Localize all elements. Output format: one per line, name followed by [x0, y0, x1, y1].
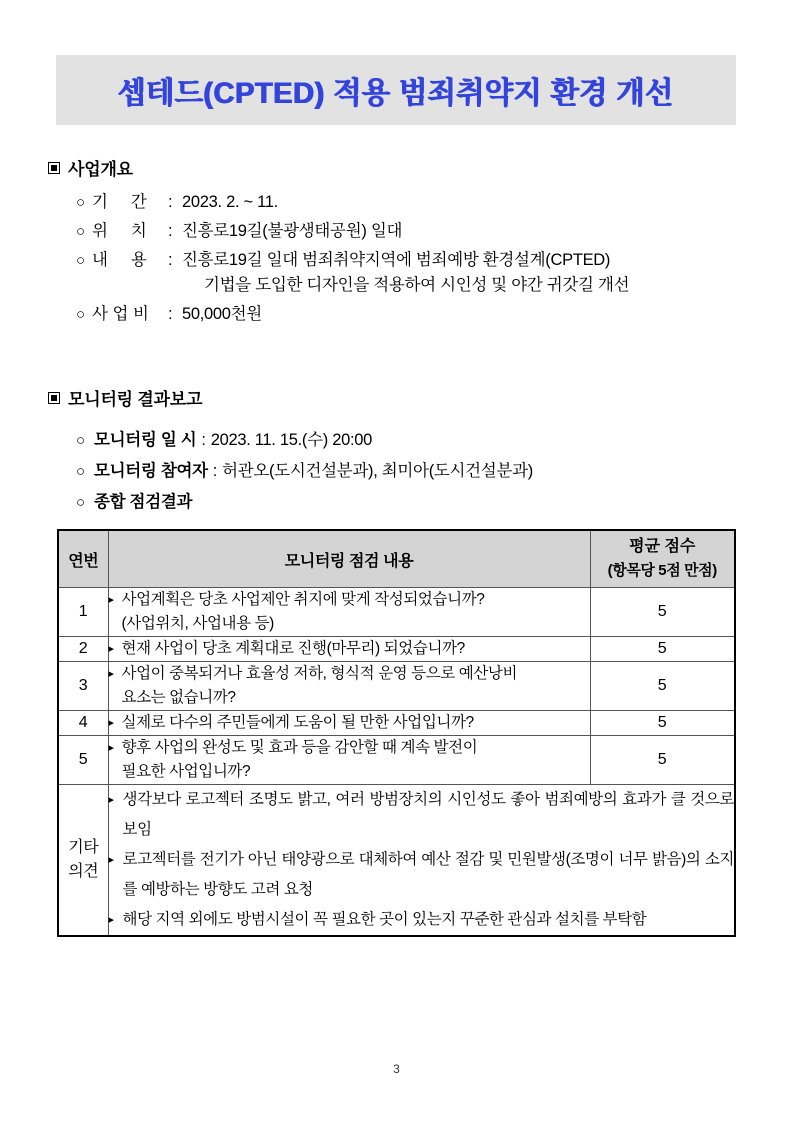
row-content-line1: 사업이 중복되거나 효율성 저하, 형식적 운영 등으로 예산낭비 [121, 665, 518, 682]
monitoring-results-table [57, 529, 736, 937]
overview-value: 2023. 2. ~ 11. [182, 193, 278, 211]
overview-value: 진흥로19길(불광생태공원) 일대 [182, 222, 403, 240]
circle-bullet-icon: ○ [76, 494, 85, 511]
table-header-score [590, 530, 735, 588]
etc-opinions-body [108, 785, 735, 937]
row-content [108, 711, 590, 736]
monitoring-list [76, 425, 736, 518]
row-content-text [122, 736, 590, 784]
row-content [108, 662, 590, 711]
row-number: 5 [58, 736, 108, 785]
row-content [108, 736, 590, 785]
triangle-bullet-icon: ▸ [108, 914, 114, 926]
table-row [58, 711, 735, 736]
row-score: 5 [590, 662, 735, 711]
triangle-bullet-icon: ▸ [108, 794, 114, 806]
table-header-score-line1: 평균 점수 [629, 538, 696, 555]
etc-opinion-text: 해당 지역 외에도 방범시설이 꼭 필요한 곳이 있는지 꾸준한 관심과 설치를 부탁함 [122, 911, 647, 928]
table-row [58, 736, 735, 785]
row-content-text [122, 711, 590, 735]
row-content-line1: 실제로 다수의 주민들에게 도움이 될 만한 사업입니까? [121, 714, 474, 731]
row-content [108, 588, 590, 637]
list-item [76, 219, 736, 244]
circle-bullet-icon: ○ [76, 194, 85, 211]
list-item [76, 302, 736, 327]
row-content-line2: 필요한 사업입니까? [121, 763, 251, 780]
row-number: 4 [58, 711, 108, 736]
page-number: 3 [393, 1062, 400, 1076]
row-score: 5 [590, 736, 735, 785]
list-item [76, 487, 736, 518]
overview-colon: : [168, 193, 173, 211]
monitoring-key: 모니터링 일 시 [94, 431, 197, 449]
row-content-text [122, 588, 590, 636]
row-number: 2 [58, 637, 108, 662]
list-item [76, 456, 736, 487]
overview-value: 50,000천원 [182, 305, 262, 323]
row-content-line2: 요소는 없습니까? [121, 689, 236, 706]
row-content-line1: 사업계획은 당초 사업제안 취지에 맞게 작성되었습니까? [121, 591, 485, 608]
section-heading-overview-label: 사업개요 [68, 160, 133, 179]
filled-square-marker-icon [48, 162, 60, 174]
table-row-etc-opinions [58, 785, 735, 937]
row-score: 5 [590, 637, 735, 662]
monitoring-separator: : [212, 462, 218, 480]
triangle-bullet-icon: ▸ [108, 594, 114, 606]
row-content [108, 637, 590, 662]
overview-colon: : [168, 222, 173, 240]
list-item [109, 845, 735, 905]
table-header-no: 연번 [58, 530, 108, 588]
row-content-text [122, 637, 590, 661]
document-title-banner [56, 55, 736, 125]
row-number: 1 [58, 588, 108, 637]
monitoring-value: 허관오(도시건설분과), 최미아(도시건설분과) [222, 462, 533, 480]
overview-label: 위 치 [92, 222, 147, 240]
list-item [76, 425, 736, 456]
triangle-bullet-icon: ▸ [108, 854, 114, 866]
overview-colon: : [168, 251, 173, 269]
monitoring-key: 종합 점검결과 [94, 493, 193, 511]
triangle-bullet-icon: ▸ [108, 742, 114, 754]
section-heading-monitoring-label: 모니터링 결과보고 [68, 390, 203, 409]
table-header-row [58, 530, 735, 588]
row-content-text [122, 662, 590, 710]
etc-opinion-text: 생각보다 로고젝터 조명도 밝고, 여러 방범장치의 시인성도 좋아 범죄예방의 효과가 클 것으로 보임 [122, 791, 734, 838]
etc-opinion-text: 로고젝터를 전기가 아닌 태양광으로 대체하여 예산 절감 및 민원발생(조명이 너무 밝음)의 소지를 예방하는 방향도 고려 요청 [122, 851, 734, 898]
table-row [58, 662, 735, 711]
row-score: 5 [590, 588, 735, 637]
etc-opinions-label-line2: 의견 [68, 863, 99, 880]
overview-list [76, 190, 736, 331]
section-heading-overview [48, 155, 133, 180]
triangle-bullet-icon: ▸ [108, 668, 114, 680]
monitoring-results-table-wrapper [57, 529, 734, 937]
monitoring-separator: : [201, 431, 206, 449]
overview-value-line2: 기법을 도입한 디자인을 적용하여 시인성 및 야간 귀갓길 개선 [204, 276, 630, 294]
etc-opinions-label-line1: 기타 [68, 839, 99, 856]
row-score: 5 [590, 711, 735, 736]
list-item [109, 905, 735, 935]
list-item [76, 190, 736, 215]
row-content-line1: 향후 사업의 완성도 및 효과 등을 감안할 때 계속 발전이 [121, 739, 478, 756]
etc-opinions-label [58, 785, 108, 937]
overview-label: 기 간 [92, 193, 147, 211]
triangle-bullet-icon: ▸ [108, 717, 114, 729]
overview-colon: : [168, 305, 173, 323]
overview-label: 내 용 [92, 251, 147, 269]
circle-bullet-icon: ○ [76, 432, 85, 449]
table-row [58, 588, 735, 637]
row-number: 3 [58, 662, 108, 711]
filled-square-marker-icon [48, 392, 60, 404]
monitoring-key: 모니터링 참여자 [94, 462, 208, 480]
circle-bullet-icon: ○ [76, 252, 85, 269]
circle-bullet-icon: ○ [76, 463, 85, 480]
list-item [76, 248, 736, 298]
list-item [109, 785, 735, 845]
overview-value-line1: 진흥로19길 일대 범죄취약지역에 범죄예방 환경설계(CPTED) [182, 251, 611, 269]
table-header-score-line2: (항목당 5점 만점) [607, 562, 717, 579]
row-content-line2: (사업위치, 사업내용 등) [121, 615, 274, 632]
section-heading-monitoring [48, 385, 202, 410]
circle-bullet-icon: ○ [76, 306, 85, 323]
overview-value [182, 248, 736, 298]
circle-bullet-icon: ○ [76, 223, 85, 240]
triangle-bullet-icon: ▸ [108, 643, 114, 655]
table-header-content: 모니터링 점검 내용 [108, 530, 590, 588]
overview-label: 사 업 비 [92, 305, 149, 323]
page-title: 셉테드(CPTED) 적용 범죄취약지 환경 개선 [117, 77, 675, 110]
row-content-line1: 현재 사업이 당초 계획대로 진행(마무리) 되었습니까? [121, 640, 465, 657]
monitoring-value: 2023. 11. 15.(수) 20:00 [210, 431, 373, 449]
table-row [58, 637, 735, 662]
